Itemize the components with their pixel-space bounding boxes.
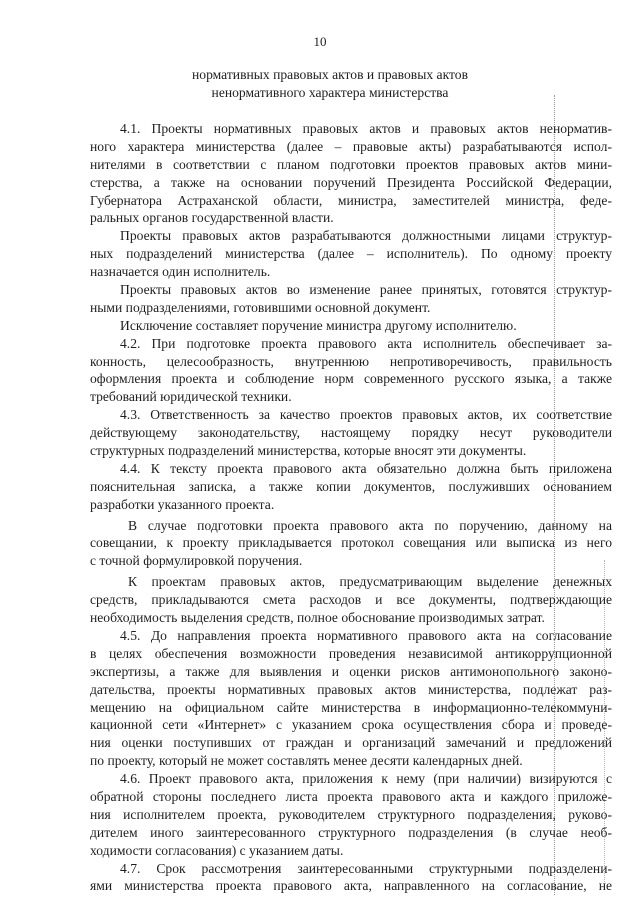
text-line: К проектам правовых актов, предусматривающим выделение денежных	[128, 574, 612, 590]
heading-line: нормативных правовых актов и правовых актов	[192, 67, 468, 82]
text-line: пояснительная записка, а также копии документов, послуживших основанием	[90, 478, 612, 494]
text-line: Исключение составляет поручение министра другому исполнителю.	[120, 317, 517, 333]
text-line: разработки указанного проекта.	[90, 496, 275, 512]
text-line: Проекты правовых актов во изменение ранее принятых, готовятся структур-	[120, 282, 612, 298]
text-line: действующему законодательству, настоящему порядку несут руководители	[90, 425, 612, 441]
text-line: назначается один исполнитель.	[90, 264, 271, 280]
text-line: 4.5. До направления проекта нормативного правового акта на согласование	[120, 627, 612, 643]
text-line: 4.1. Проекты нормативных правовых актов и правовых актов ненорматив-	[120, 121, 612, 136]
text-line: требований юридической техники.	[90, 389, 292, 405]
section-heading	[90, 66, 570, 102]
heading-line: ненормативного характера министерства	[211, 85, 449, 100]
text-line: мещению на официальном сайте министерства в информационно-телекоммуни-	[90, 699, 612, 715]
text-line: совещании, к проекту прикладывается протокол совещания или выписка из него	[90, 535, 612, 551]
text-line: ния оценки поступивших от граждан и организаций замечаний и предложений	[90, 735, 612, 751]
text-line: дательства, проекты нормативных правовых актов министерства, подлежат раз-	[90, 681, 612, 697]
text-line: 4.4. К тексту проекта правового акта обязательно должна быть приложена	[120, 460, 612, 476]
text-line: 4.6. Проект правового акта, приложения к нему (при наличии) визируются с	[120, 771, 612, 787]
text-line: ного характера министерства (далее – правовые акты) разрабатываются испол-	[90, 138, 612, 154]
text-line: В случае подготовки проекта правового акта по поручению, данному на	[128, 517, 612, 533]
text-line: ями министерства проекта правового акта, направленного на согласование, не	[90, 878, 612, 894]
text-line: ния исполнителем проекта, руководителем структурного подразделения, руково-	[90, 806, 612, 822]
text-line: ных подразделений министерства (далее – исполнитель). По одному проекту	[90, 246, 612, 262]
text-line: по проекту, который не может составлять менее десяти календарных дней.	[90, 753, 523, 769]
text-line: кационной сети «Интернет» с указанием срока осуществления сбора и проведе-	[90, 717, 612, 733]
page-number: 10	[313, 34, 327, 49]
text-line: нителями в соответствии с планом подготовки проектов правовых актов мини-	[90, 156, 612, 172]
text-line: стерства, а также на основании поручений Президента Российской Федерации,	[90, 174, 612, 190]
text-line: в целях обеспечения возможности проведения независимой антикоррупционной	[90, 645, 612, 661]
text-line: конность, целесообразность, внутреннюю непротиворечивость, правильность	[90, 353, 612, 369]
text-line: ными подразделениями, готовившими основной документ.	[90, 299, 431, 315]
text-line: необходимость выделения средств, полное обоснование производимых затрат.	[90, 610, 545, 626]
text-line: Проекты правовых актов разрабатываются должностными лицами структур-	[120, 228, 612, 244]
text-line: ральных органов государственной власти.	[90, 210, 334, 226]
text-line: с точной формулировкой поручения.	[90, 553, 303, 569]
text-line: 4.3. Ответственность за качество проектов правовых актов, их соответствие	[120, 407, 612, 423]
text-line: экспертизы, а также для выявления и оценки рисков антимонопольного законо-	[90, 663, 612, 679]
text-line: ходимости согласования) с указанием даты.	[90, 842, 344, 858]
text-line: дителем иного заинтересованного структурного подразделения (в случае необ-	[90, 824, 612, 840]
text-line: 4.2. При подготовке проекта правового акта исполнитель обеспечивает за-	[120, 335, 612, 351]
text-line: структурных подразделений министерства, которые вносят эти документы.	[90, 443, 527, 459]
document-body	[90, 120, 612, 895]
text-line: оформления проекта и соблюдение норм современного русского языка, а также	[90, 371, 612, 387]
text-line: 4.7. Срок рассмотрения заинтересованными структурными подразделени-	[120, 860, 612, 876]
text-line: средств, прикладываются смета расходов и все документы, подтверждающие	[90, 592, 612, 608]
text-line: Губернатора Астраханской области, министра, заместителей министра, феде-	[90, 192, 612, 208]
text-line: обратной стороны последнего листа проекта правового акта и каждого приложе-	[90, 788, 612, 804]
